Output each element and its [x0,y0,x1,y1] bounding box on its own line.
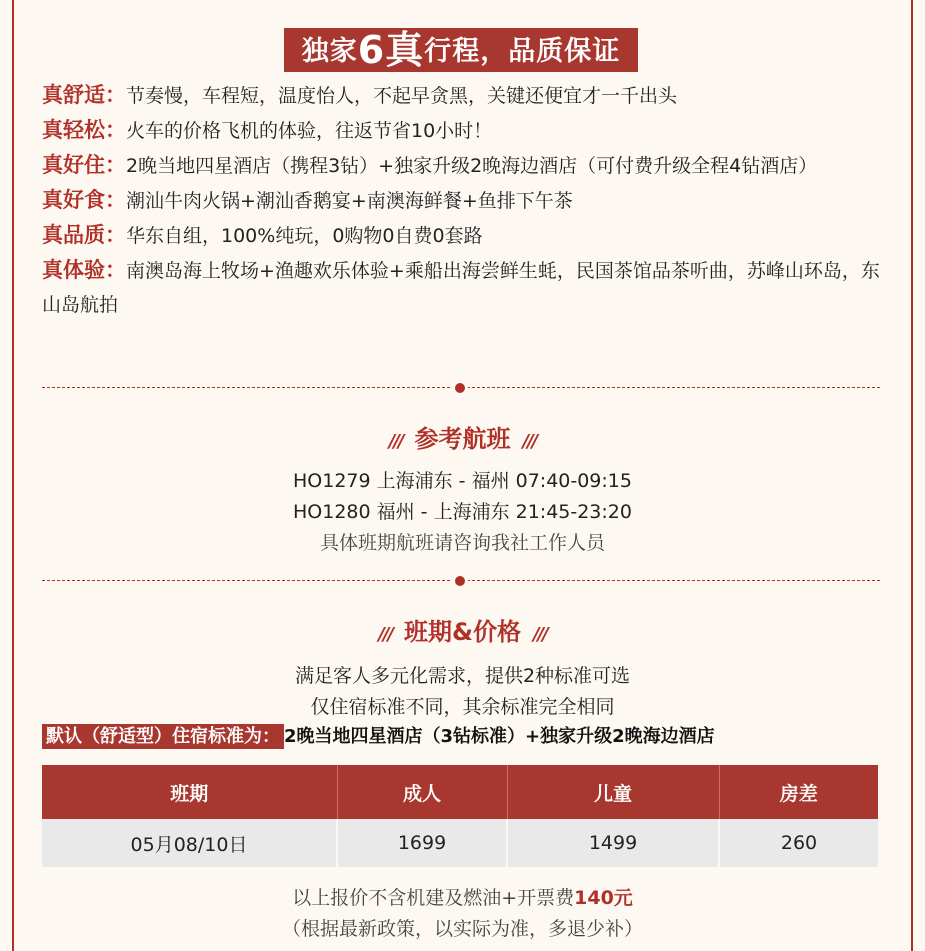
fee-amount: 140元 [574,887,633,909]
banner-number: 6 [357,28,386,72]
divider-dot [455,576,465,586]
flight-note: 具体班期航班请咨询我社工作人员 [319,532,605,554]
price-note: 以上报价不含机建及燃油+开票费140元 [292,887,633,909]
feature-comfort: 真舒适：节奏慢，车程短，温度怡人，不起早贪黑，关键还便宜才一千出头 [42,83,678,107]
header-child: 儿童 [507,765,719,819]
cell-child: 1499 [507,819,719,867]
header-room-diff: 房差 [719,765,878,819]
pricing-intro-2: 仅住宿标准不同，其余标准完全相同 [310,696,615,718]
lodging-standard-label: 默认（舒适型）住宿标准为： [42,724,284,749]
table-row [42,819,878,867]
banner-mid: 真 [385,28,425,72]
feature-experience: 真体验：南澳岛海上牧场+渔趣欢乐体验+乘船出海尝鲜生蚝，民国茶馆品茶听曲，苏峰山环岛，东山岛航拍 [42,258,880,316]
divider-2 [42,576,880,586]
price-note-2: （根据最新政策，以实际为准，多退少补） [281,918,643,940]
feature-food: 真好食：潮汕牛肉火锅+潮汕香鹅宴+南澳海鲜餐+鱼排下午茶 [42,188,573,212]
banner-post: 行程，品质保证 [424,36,621,67]
price-table-header [42,765,878,819]
flight-line-1: HO1279 上海浦东 - 福州 07:40-09:15 [293,470,632,492]
pricing-intro-1: 满足客人多元化需求，提供2种标准可选 [294,665,631,687]
divider-1 [42,383,880,393]
feature-list [42,78,887,322]
title-banner [284,28,638,72]
lodging-standard [42,723,715,750]
feature-quality: 真品质：华东自组，100%纯玩，0购物0自费0套路 [42,223,483,247]
cell-date: 05月08/10日 [42,819,337,867]
flights-section-title: /// 参考航班 /// [388,425,537,453]
banner-pre: 独家 [301,36,358,67]
lodging-standard-value: 2晚当地四星酒店（3钻标准）+独家升级2晚海边酒店 [284,726,715,747]
flight-line-2: HO1280 福州 - 上海浦东 21:45-23:20 [293,501,632,523]
feature-relax: 真轻松：火车的价格飞机的体验，往返节省10小时！ [42,118,493,142]
header-date: 班期 [42,765,337,819]
header-adult: 成人 [337,765,507,819]
pricing-section-title: /// 班期&价格 /// [378,618,547,646]
feature-hotel: 真好住：2晚当地四星酒店（携程3钻）+独家升级2晚海边酒店（可付费升级全程4钻酒店） [42,153,818,177]
cell-adult: 1699 [337,819,507,867]
cell-room-diff: 260 [719,819,878,867]
price-table [42,765,878,867]
divider-dot [455,383,465,393]
